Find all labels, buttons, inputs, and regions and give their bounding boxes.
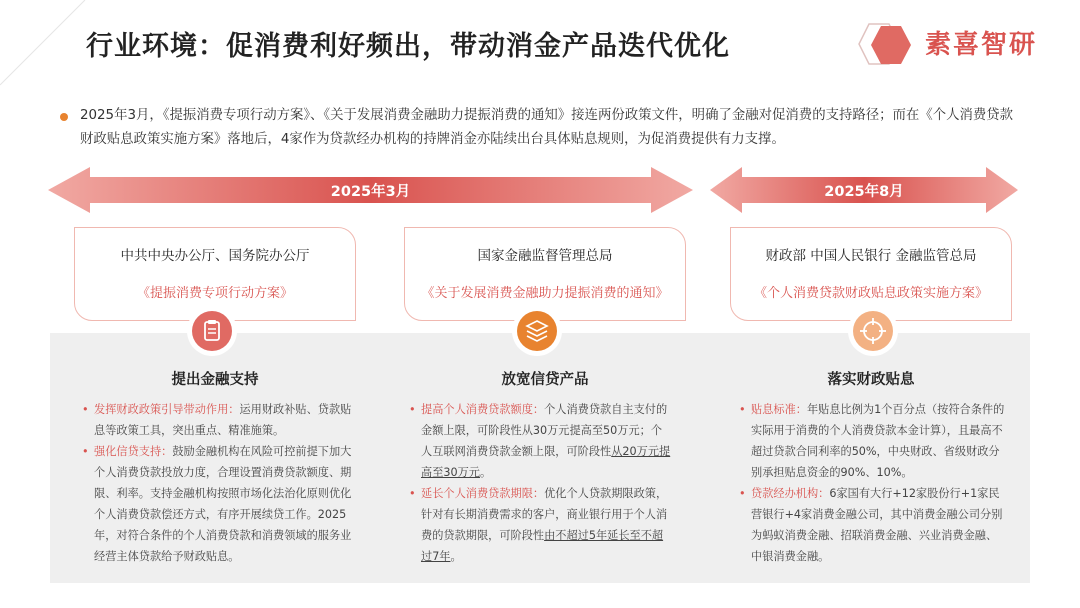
card-org: 国家金融监督管理总局 <box>477 248 613 264</box>
item-lead: 发挥财政政策引导带动作用： <box>94 403 240 416</box>
panel-body-2 <box>407 399 672 567</box>
clipboard-icon-ring <box>187 306 237 356</box>
card-doc: 《个人消费贷款财政贴息政策实施方案》 <box>753 286 988 301</box>
card-org: 财政部 中国人民银行 金融监管总局 <box>765 248 977 264</box>
item-lead: 贷款经办机构： <box>751 487 830 500</box>
panel-title-1: 提出金融支持 <box>171 372 259 388</box>
item-text: 鼓励金融机构在风险可控前提下加大个人消费贷款投放力度，合理设置消费贷款额度、期限、利率。支持金融机构按照市场化法治化原则优化个人消费贷款偿还方式，有序开展续贷工作。2025年，对符合条件的个人消费贷款和消费领域的服务业经营主体贷款给予财政贴息。 <box>94 445 352 563</box>
card-org: 中共中央办公厅、国务院办公厅 <box>120 248 310 264</box>
list-item <box>94 399 355 441</box>
list-item <box>421 483 672 567</box>
item-text: 优化个人贷款期限政策，针对有长期消费需求的客户，商业银行用于个人消费的贷款期限，可阶段性 <box>421 487 668 542</box>
item-text-underlined: 从20万元提高至30万元 <box>421 445 671 479</box>
intro-paragraph: 2025年3月，《提振消费专项行动方案》、《关于发展消费金融助力提振消费的通知》接连两份政策文件，明确了金融对促消费的支持路径；而在《个人消费贷款财政贴息政策实施方案》落地后，4家作为贷款经办机构的持牌消金亦陆续出台具体贴息规则，为促消费提供有力支撑。 <box>80 108 1014 147</box>
layers-icon-ring <box>512 306 562 356</box>
item-lead: 延长个人消费贷款期限： <box>421 487 545 500</box>
panel-body-3 <box>737 399 1007 567</box>
target-icon-ring <box>848 306 898 356</box>
list-item <box>751 483 1007 567</box>
item-lead: 提高个人消费贷款额度： <box>421 403 545 416</box>
page-title: 行业环境：促消费利好频出，带动消金产品迭代优化 <box>86 31 730 62</box>
card-doc: 《提振消费专项行动方案》 <box>136 286 293 301</box>
layers-icon <box>517 311 557 351</box>
list-item <box>751 399 1007 483</box>
timeline-label-march: 2025年3月 <box>330 184 411 200</box>
target-icon <box>853 311 893 351</box>
item-text-end: 。 <box>450 550 462 563</box>
list-item <box>421 399 672 483</box>
card-doc: 《关于发展消费金融助力提振消费的通知》 <box>421 286 669 301</box>
item-text: 年贴息比例为1个百分点（按符合条件的实际用于消费的个人消费贷款本金计算），且最高不超过贷款合同利率的50%，中央财政、省级财政分别承担贴息资金的90%、10%。 <box>751 403 1005 479</box>
item-lead: 贴息标准： <box>751 403 807 416</box>
corner-decoration <box>0 0 90 90</box>
item-text-underlined: 由不超过5年延长至不超过7年 <box>421 529 664 563</box>
item-text-end: 。 <box>480 466 492 479</box>
bullet-dot <box>60 113 68 121</box>
item-text: 个人消费贷款自主支付的金额上限，可阶段性从30万元提高至50万元；个人互联网消费贷款金额上限，可阶段性 <box>421 403 668 458</box>
timeline-label-august: 2025年8月 <box>824 184 904 200</box>
panel-body-1 <box>80 399 355 567</box>
item-text: 运用财政补贴、贷款贴息等政策工具，突出重点、精准施策。 <box>94 403 352 437</box>
item-text: 6家国有大行+12家股份行+1家民营银行+4家消费金融公司，其中消费金融公司分别为蚂蚁消费金融、招联消费金融、兴业消费金融、中银消费金融。 <box>751 487 1003 563</box>
item-lead: 强化信贷支持： <box>94 445 173 458</box>
panel-title-2: 放宽信贷产品 <box>501 372 589 388</box>
panel-title-3: 落实财政贴息 <box>827 372 915 388</box>
list-item <box>94 441 355 567</box>
clipboard-icon <box>192 311 232 351</box>
logo-text: 素喜智研 <box>925 30 1038 60</box>
